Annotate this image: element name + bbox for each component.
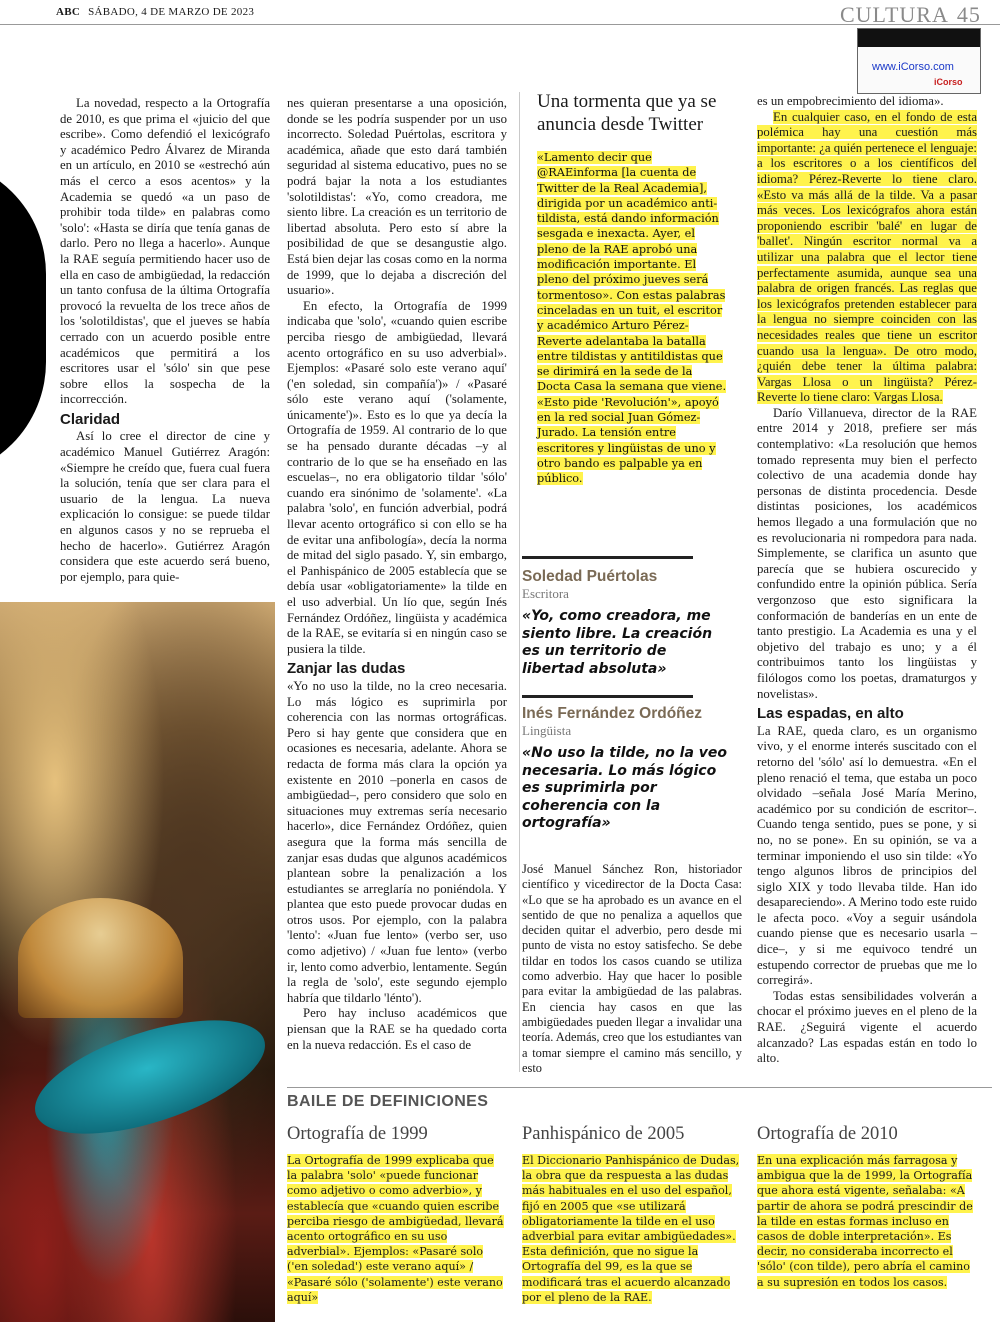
page-number: 45 [956,2,981,27]
column-4 [757,94,977,1067]
column-divider [519,92,520,1072]
paragraph: Todas estas sensibilidades volverán a chocar el próximo jueves en el pleno de la RAE. ¿Seguirá vigente el acuerdo alcanzado? Las espadas están en todo lo alto. [757,988,977,1066]
quote-role: Escritora [522,586,569,601]
sidebar-text [537,150,727,487]
paragraph: Pero hay incluso académicos que piensan que la RAE se ha quedado corta en la nueva redacción. Es el caso de [287,1006,507,1052]
sidebar-title: Una tormenta que ya se anuncia desde Twitter [537,91,717,135]
column-3-body [522,862,742,1076]
definition-text [757,1153,979,1290]
definition-2005 [522,1124,742,1305]
quote-role: Lingüista [522,723,572,738]
definition-heading: Ortografía de 2010 [757,1124,898,1144]
subheading-zanjar: Zanjar las dudas [287,660,406,678]
quote-rule [522,695,693,698]
highlighted-text: El Diccionario Panhispánico de Dudas, la obra que da respuesta a las dudas más habituales en el uso del español, fijó en 2005 que «se utilizará obligatoriamente la tilde en el uso adverbial para evitar ambigüedades». Esta definición, que no sigue la Ortografía del 99, es la que se modificará tras el acuerdo alcanzado por el pleno de la RAE. [522,1154,740,1304]
paragraph: nes quieran presentarse a una oposición, donde se les podría suspender por un uso incorrecto. Soledad Puértolas, escritora y académica, añade que esto dará también seguridad al sistema educativo, pues no se podrá bajar la nota a los estudiantes 'solotildistas': «Yo, como creadora, me siento libre. La creación es un territorio de libertad absoluta. Pero esto sí abre la posibilidad de que se desangustie algo. Está bien dejar las cosas como en la norma de 1999, que lo dejaba a discreción del usuario». [287,96,507,298]
highlighted-paragraph [757,110,977,406]
paragraph: Darío Villanueva, director de la RAE entre 2014 y 2018, prefiere ser más contemplativo: «La resolución que hemos tomado representa muy bien el perfecto colectivo de una academia donde hay personas de distinta procedencia. Desde distintas posiciones, los académicos hemos llegado a una formulación que no es revolucionaria ni rompedora para nada. Simplemente, se clarifica un asunto que parecía que se hubiera oscurecido y confundido entre la opinión pública. Sería vergonzoso que esto significara la conformación de banderías en un ente de tanto prestigio. La Academia es una y el objetivo del trabajo es uno; y a él contribuimos tanto los lingüistas y filólogos como los poetas, dramaturgos y novelistas». [757,405,977,701]
section-name: CULTURA [840,2,949,27]
advertisement-stamp[interactable] [857,28,981,94]
definition-heading: Ortografía de 1999 [287,1124,428,1144]
pullquote-1 [522,568,732,678]
column-3 [537,90,727,487]
table-shape [22,997,278,1157]
ad-brand-logo: iCorso [934,77,963,87]
highlighted-text: En cualquier caso, en el fondo de esta polémica hay una cuestión más importante: ¿a quién pertenece el lenguaje: a los escritores o a los científicos del idioma? Pérez-Reverte lo tiene claro. «Esto va más allá de la tilde. Va a pasar más veces. Los lexicógrafos ahora están proponiendo escribir 'balé' en lugar de 'ballet'. Ningún escritor normal va a utilizar una palabra que el lector tiene perfectamente asumida, aunque sea una palabra de origen francés. Las reglas que los lexicógrafos pretenden establecer para la lengua no siempre coinciden con las necesidades reales que tiene un escritor cuando usa la lengua». De otro modo, ¿quién debe tener la última palabra: Vargas Llosa o un lingüista? Pérez-Reverte lo tiene claro: Vargas Llosa. [757,109,977,405]
ad-site-link[interactable]: www.iCorso.com [872,61,954,73]
quote-text: «Yo, como creadora, me siento libre. La creación es un territorio de libertad absoluta» [522,608,713,677]
paragraph: En efecto, la Ortografía de 1999 indicaba que 'solo', «cuando quien escribe perciba riesgo de ambigüedad, llevará acento ortográfico en su uso adverbial». Ejemplos: «Pasaré solo este verano aquí' ('en soledad, sin compañía')» / «Pasaré sólo este verano aquí ('solamente, únicamente')». Esto es lo que ya decía la Ortografía de 1959. Al contrario de lo que se ha pensado durante décadas –y al contrario de lo que se ha enseñado en las escuelas–, no era obligatorio tildar 'sólo' cuando era sinónimo de 'solamente'. «La palabra 'solo', en función adverbial, podrá llevar acento ortográfico si con ello se ha de evitar una anfibología», decía la norma de mitad del siglo pasado. Y, sin embargo, el Panhispánico de 2005 establecía que se debía usar «obligatoriamente» la tilde en el uso adverbial. Un lío que, según Inés Fernández Ordóñez, lingüista y académica de la RAE, se evitaría si en ningún caso se pusiera la tilde. [287,298,507,656]
pullquote-2 [522,705,732,833]
photo-rae-plenary-room [0,602,275,1322]
quote-author: Soledad Puértolas [522,568,658,585]
highlighted-text: «Lamento decir que @RAEinforma [la cuenta de Twitter de la Real Academia], dirigida por un académico anti-tildista, está dando información sesgada e inexacta. Ayer, el pleno de la RAE aprobó una modificación importante. El pleno del próximo jueves será tormentoso». Con estas palabras cinceladas en un tuit, el escritor y académico Arturo Pérez-Reverte adelantaba la batalla entre tildistas y antitildistas que se dirimirá en la sede de la Docta Casa la semana que viene. «Esto pide 'Revolución'», apoyó en la red social Juan Gómez-Jurado. La tensión entre escritores y lingüistas de uno y otro bando es palpable ya en público. [537,151,727,486]
quote-author: Inés Fernández Ordóñez [522,705,703,722]
masthead [56,6,254,18]
definition-2010 [757,1124,979,1290]
decorative-semicircle [0,158,46,478]
header-rule [0,24,1000,25]
paper-name: ABC [56,6,81,18]
box-title: BAILE DE DEFINICIONES [287,1093,489,1110]
paragraph: es un empobrecimiento del idioma». [757,94,944,108]
column-2 [287,96,507,1053]
lamp-shape [18,898,183,1018]
subheading-espadas: Las espadas, en alto [757,705,904,723]
paragraph: La novedad, respecto a la Ortografía de 2010, es que prima el «juicio del que escribe». Como defendió el lexicógrafo y académico Pedro Álvarez de Miranda en un artículo, en 2010 se «estrechó aún más el cerco a esos acentos» y la Academia se quedó «a un paso de prohibir toda tilde» en palabras como 'solo': «Hasta se diría que tenía ganas de darlo. Pero no llega a hacerlo». Aunque la RAE seguía permitiendo hacer uso de ella en caso de ambigüedad, la redacción un tanto confusa de la última Ortografía provocó la revuelta de los trece años de los 'solotildistas', que el jueves se había cerrado con un acuerdo posible entre académicos que permitirá a los escritores usar el 'sólo' sin que pese sobre ellos la sospecha de la incorrección. [60,96,270,407]
highlighted-text: La Ortografía de 1999 explicaba que la palabra 'solo' «puede funcionar como adjetivo o como adverbio», y establecía que «cuando quien escribe perciba riesgo de ambigüedad, llevará acento ortográfico en su uso adverbial». Ejemplos: «Pasaré solo ('en soledad') este verano aquí» / «Pasaré sólo ('solamente') este verano aquí» [287,1154,504,1304]
definition-text [522,1153,742,1305]
issue-date: SÁBADO, 4 DE MARZO DE 2023 [88,6,255,18]
definition-1999 [287,1124,505,1305]
paragraph: José Manuel Sánchez Ron, historiador científico y vicedirector de la Docta Casa: «Lo que se ha aprobado es un avance en el sentido de que no penaliza a aquellos que deciden quitar el adverbio, pero desde mi punto de vista no estoy satisfecho. Se debe tildar en todos los casos cuando se utiliza como adverbio. Hay que hacer lo posible para evitar la ambigüedad de las palabras. En ciencia hay casos en que las ambigüedades pueden llegar a invalidar una teoría. Además, creo que los estudiantes van a tomar siempre el camino más sencillo, y esto [522,862,742,1075]
quote-text: «No uso la tilde, no la veo necesaria. Lo más lógico es suprimirla por coherencia con la ortografía» [522,745,728,831]
paragraph: «Yo no uso la tilde, no la creo necesaria. Lo más lógico es suprimirla por coherencia con las normas ortográficas. Pero si hay gente que considera que en ocasiones es necesaria, adelante. Ahora se redacta de forma más clara la opción ya existente en 2010 –ponerla en casos de ambigüedad–, pero considero que solo en situaciones muy extremas sería necesario hacerlo», dice Fernández Ordóñez, quien asegura que la forma más sencilla de zanjar esas dudas que algunos académicos plantean sobre la penalización a los estudiantes se arreglaría no poniéndola. Y plantea que esto puede provocar dudas en otros usos. Por ejemplo, con la palabra 'lento': «Juan fue lento» (verbo ser, uso como adjetivo) / «Juan fue lento» (verbo ir, lento como adverbio, lentamente. Según la regla de 'solo', este segundo ejemplo habría que tildarlo 'lénto'). [287,678,507,1005]
paragraph: La RAE, queda claro, es un organismo vivo, y el enorme interés suscitado con el retorno del 'sólo' así lo demuestra. «En el pleno renació el tema, que estaba un poco olvidado –señala José María Merino, académico por su condición de escritor–. Cuando tenga sentido, pues se pone, y si no, no se pone». En su opinión, se va a terminar imponiendo el uso sin tilde: «Yo tengo algunos libros de principios del siglo XIX y todo llevaba tilde. Han ido desapareciendo». A Merino todo este ruido le afecta poco. «Voy a seguir usándola cuando piense que es necesario usarla –dice–, y si me equivoco tendré un estupendo corrector de pruebas que me lo corregirá». [757,723,977,988]
definition-text [287,1153,505,1305]
subheading-claridad: Claridad [60,410,121,428]
quote-rule [522,556,693,559]
column-1 [60,96,270,585]
box-rule [287,1087,992,1088]
ad-banner [858,29,980,47]
highlighted-text: En una explicación más farragosa y ambigua que la de 1999, la Ortografía que ahora está vigente, señalaba: «A partir de ahora se podrá prescindir de la tilde en estas formas incluso en casos de doble interpretación». Es decir, no consideraba incorrecto el 'sólo' (con tilde), pero abría el camino a su supresión en todos los casos. [757,1154,973,1289]
definition-heading: Panhispánico de 2005 [522,1124,685,1144]
paragraph: Así lo cree el director de cine y académico Manuel Gutiérrez Aragón: «Siempre he creído que, fuera cual fuera la solución, tenía que ser clara para el usuario de la lengua. La nueva explicación lo consigue: se puede tildar en algunos casos y no se reprueba el hecho de hacerlo». Gutiérrez Aragón considera que este acuerdo será bueno, por ejemplo, para quie- [60,429,270,584]
